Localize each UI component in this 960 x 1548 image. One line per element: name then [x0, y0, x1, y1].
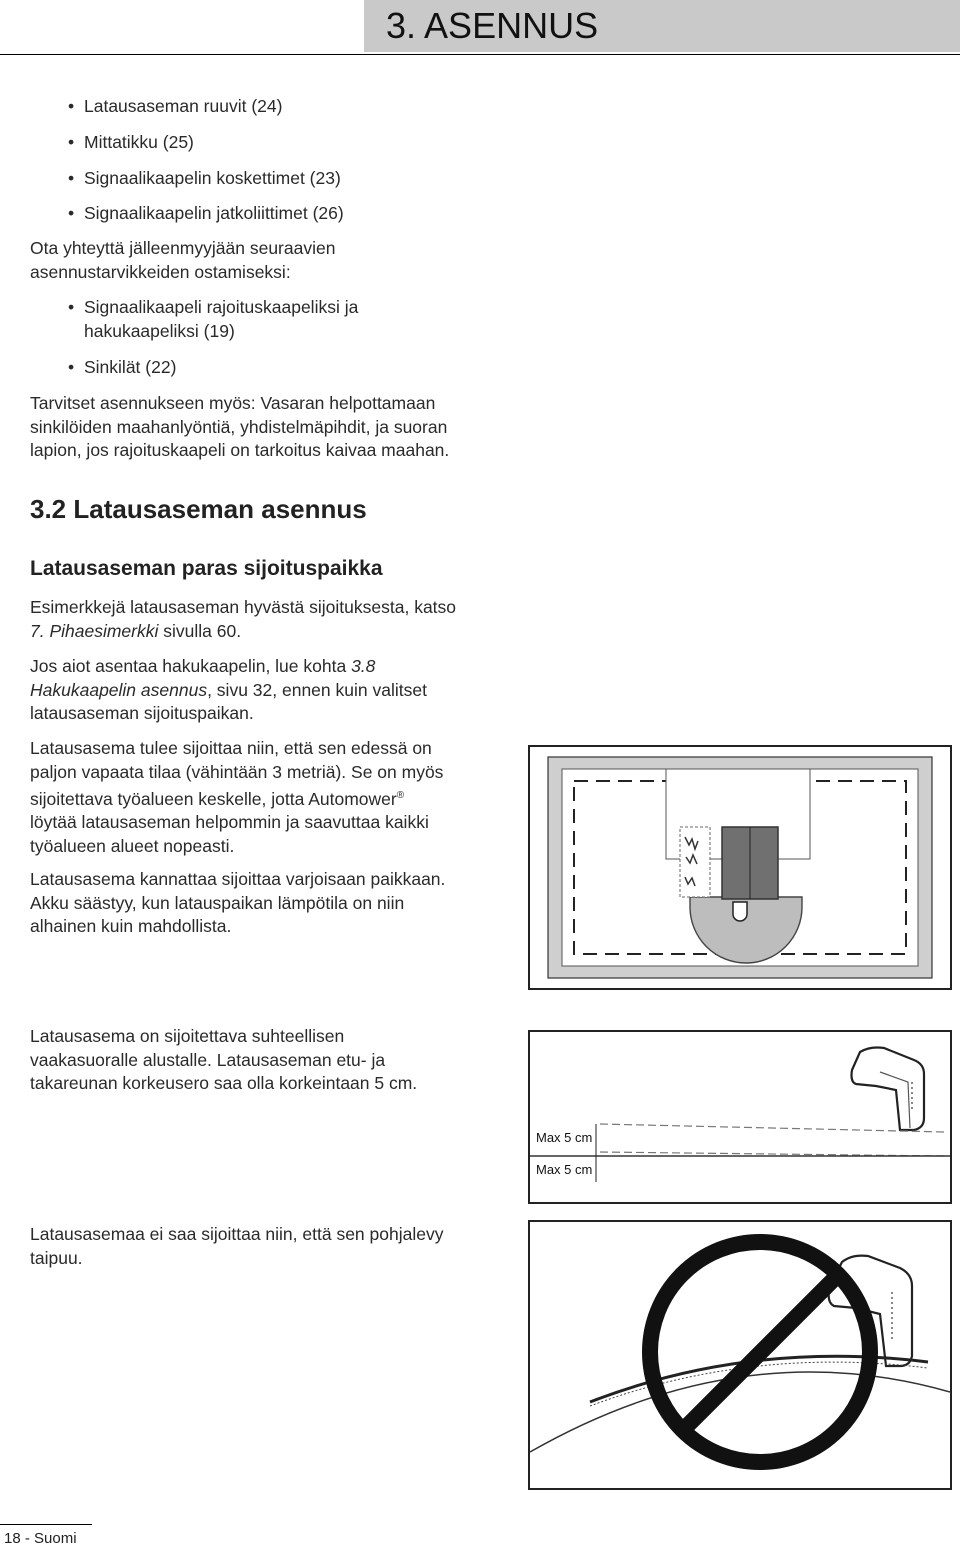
list-item-text: Latausaseman ruuvit (24)	[84, 96, 283, 116]
text-line: taipuu.	[30, 1247, 83, 1268]
bent-plate-diagram	[530, 1222, 950, 1488]
text-line: Akku säästyy, kun latauspaikan lämpötila on niin	[30, 892, 405, 913]
level-tolerance-figure	[528, 1030, 952, 1204]
chapter-title: 3. ASENNUS	[386, 5, 599, 46]
examples-paragraph	[30, 596, 550, 643]
yard-diagram	[530, 747, 950, 988]
list-item-text: Signaalikaapelin koskettimet (23)	[84, 168, 341, 188]
text-line: Tarvitset asennukseen myös: Vasaran helpottamaan	[30, 393, 436, 413]
cross-reference[interactable]: Hakukaapelin asennus	[30, 679, 208, 700]
text-line: sivulla 60.	[158, 620, 242, 641]
section-heading: 3.2 Latausaseman asennus	[30, 494, 367, 524]
list-item	[68, 296, 358, 343]
page-number: 18 - Suomi	[4, 1530, 77, 1547]
registered-mark: ®	[396, 790, 405, 801]
list-item	[68, 167, 341, 191]
list-item-text	[84, 296, 358, 343]
text-line: työalueen alueet nopeasti.	[30, 835, 235, 856]
list-item-text: Signaalikaapelin jatkoliittimet (26)	[84, 203, 344, 223]
bend-paragraph	[30, 1223, 510, 1270]
text-line: Latausasema on sijoitettava suhteellisen	[30, 1026, 345, 1046]
level-paragraph	[30, 1025, 510, 1096]
guide-wire-paragraph	[30, 655, 550, 726]
text-line: vaakasuoralle alustalle. Latausaseman etu- ja	[30, 1049, 386, 1070]
list-item	[68, 356, 176, 380]
list-item-text: Sinkilät (22)	[84, 357, 177, 377]
station-level-diagram	[530, 1032, 950, 1202]
max-label-top: Max 5 cm	[536, 1130, 593, 1145]
text-line: Jos aiot asentaa hakukaapelin, lue kohta	[30, 656, 352, 676]
bent-plate-prohibited-figure	[528, 1220, 952, 1490]
list-item	[68, 95, 282, 119]
placement-paragraph	[30, 737, 530, 858]
cross-reference[interactable]: 3.8	[351, 656, 376, 676]
text-line: Latausasemaa ei saa sijoittaa niin, että sen pohjalevy	[30, 1224, 444, 1244]
text-line: Latausasema tulee sijoittaa niin, että sen edessä on	[30, 738, 432, 758]
list-item	[68, 202, 344, 226]
text-line: sinkilöiden maahanlyöntiä, yhdistelmäpihdit, ja suoran	[30, 416, 448, 437]
cross-reference[interactable]: 7. Pihaesimerkki	[30, 620, 159, 641]
text-line: lapion, jos rajoituskaapeli on tarkoitus kaivaa maahan.	[30, 440, 450, 460]
yard-placement-figure	[528, 745, 952, 990]
contact-paragraph	[30, 237, 510, 284]
text-line: hakukaapeliksi (19)	[84, 320, 235, 341]
shade-paragraph	[30, 868, 530, 939]
tools-paragraph	[30, 392, 530, 463]
text-line: löytää latausaseman helpommin ja saavuttaa kaikki	[30, 812, 429, 833]
text-line: sijoitettava työalueen keskelle, jotta Automower	[30, 788, 397, 809]
text-line: Esimerkkejä latausaseman hyvästä sijoituksesta, katso	[30, 597, 457, 617]
max-label-bottom: Max 5 cm	[536, 1162, 593, 1177]
text-line: alhainen kuin mahdollista.	[30, 916, 232, 936]
text-line: Latausasema kannattaa sijoittaa varjoisaan paikkaan.	[30, 869, 446, 889]
text-line: takareunan korkeusero saa olla korkeintaan 5 cm.	[30, 1073, 418, 1093]
text-line: Ota yhteyttä jälleenmyyjään seuraavien	[30, 238, 336, 258]
text-line: paljon vapaata tilaa (vähintään 3 metriä). Se on myös	[30, 761, 444, 782]
list-item-text: Mittatikku (25)	[84, 132, 194, 152]
text-line: , sivu 32, ennen kuin valitset	[207, 679, 427, 700]
footer-rule	[0, 1524, 92, 1525]
list-item	[68, 131, 194, 155]
text-line: Signaalikaapeli rajoituskaapeliksi ja	[84, 297, 359, 317]
text-line: asennustarvikkeiden ostamiseksi:	[30, 261, 291, 282]
text-line: latausaseman sijoituspaikan.	[30, 703, 254, 723]
subsection-heading: Latausaseman paras sijoituspaikka	[30, 557, 383, 580]
